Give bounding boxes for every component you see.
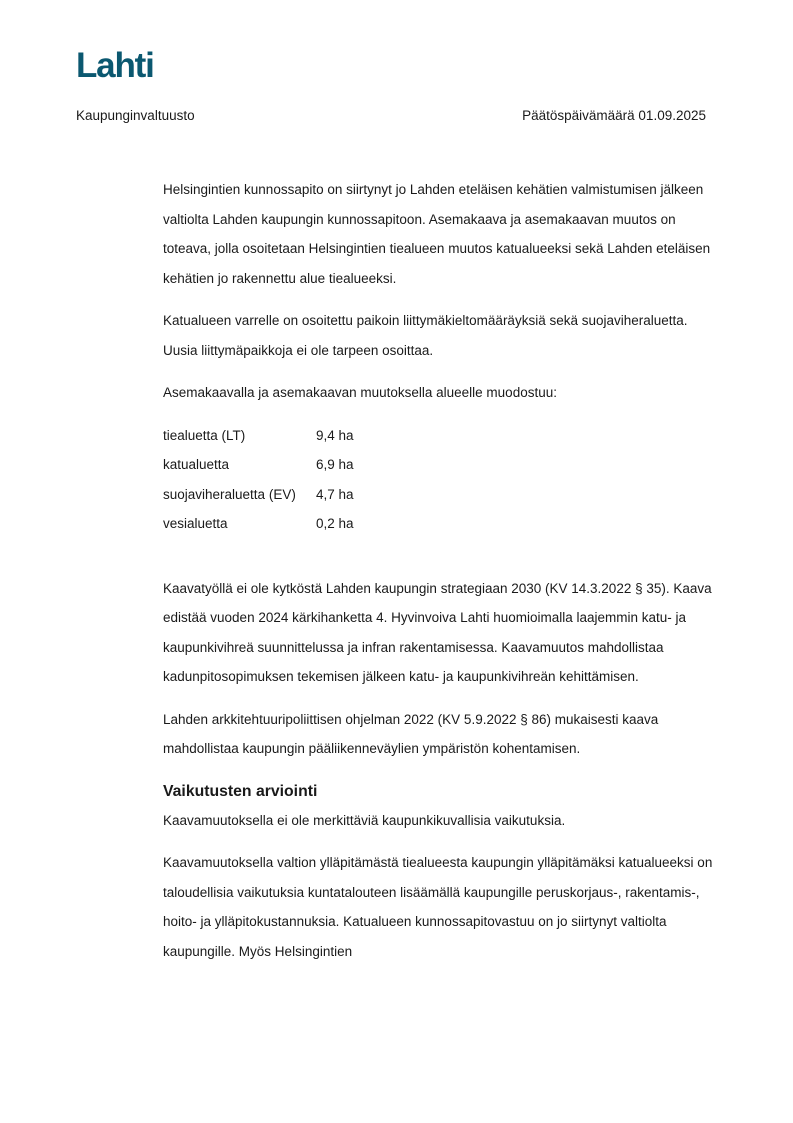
decision-date: Päätöspäivämäärä 01.09.2025 [522, 108, 706, 123]
paragraph: Kaavatyöllä ei ole kytköstä Lahden kaupungin strategiaan 2030 (KV 14.3.2022 § 35). Kaava edistää vuoden 2024 kärkihanketta 4. Hyvinvoiva Lahti huomioimalla laajemmin katu- ja kaupunkivihreä suunnittelussa ja infran rakentamisessa. Kaavamuutos mahdollistaa kadunpitosopimuksen tekemisen jälkeen katu- ja kaupunkivihreän kehittämisen. [163, 580, 712, 684]
paragraph: Lahden arkkitehtuuripoliittisen ohjelman 2022 (KV 5.9.2022 § 86) mukaisesti kaava mahdollistaa kaupungin pääliikenneväylien ympäristön kohentamisen. [163, 711, 659, 756]
area-label: suojaviheraluetta (EV) [163, 486, 296, 502]
paragraph: Helsingintien kunnossapito on siirtynyt jo Lahden eteläisen kehätien valmistumisen jälkeen valtiolta Lahden kaupungin kunnossapitoon. Asemakaava ja asemakaavan muutos on toteava, jolla osoitetaan Helsingintien tiealueen muutos katualueeksi sekä Lahden eteläisen kehätien jo rakennettu alue tiealueeksi. [163, 182, 711, 286]
svg-text:Lahti: Lahti [76, 46, 154, 82]
lahti-logo [76, 46, 168, 82]
area-table [163, 421, 354, 539]
paragraph: Kaavamuutoksella ei ole merkittäviä kaupunkikuvallisia vaikutuksia. [163, 812, 566, 828]
paragraph: Katualueen varrelle on osoitettu paikoin liittymäkieltomääräyksiä sekä suojaviheraluetta. Uusia liittymäpaikkoja ei ole tarpeen osoittaa. [163, 313, 688, 358]
area-label: katualuetta [163, 457, 230, 472]
document-content [163, 175, 723, 979]
area-label: vesialuetta [163, 516, 228, 531]
area-value: 6,9 ha [316, 457, 354, 472]
paragraph: Asemakaavalla ja asemakaavan muutoksella alueelle muodostuu: [163, 385, 557, 400]
area-value: 4,7 ha [316, 486, 354, 502]
area-row [163, 480, 354, 510]
area-label: tiealuetta (LT) [163, 427, 246, 443]
area-value: 9,4 ha [316, 427, 354, 443]
area-row [163, 421, 354, 451]
area-value: 0,2 ha [316, 516, 354, 531]
area-row [163, 450, 354, 480]
area-row [163, 509, 354, 539]
section-heading: Vaikutusten arviointi [163, 782, 318, 800]
document-body-name: Kaupunginvaltuusto [76, 108, 195, 123]
paragraph: Kaavamuutoksella valtion ylläpitämästä tiealueesta kaupungin ylläpitämäksi katualueeksi on taloudellisia vaikutuksia kuntatalouteen lisäämällä kaupungille peruskorjaus-, rakentamis-, hoito- ja ylläpitokustannuksia. Katualueen kunnossapitovastuu on jo siirtynyt valtiolta kaupungille. Myös Helsingintien [163, 855, 713, 959]
